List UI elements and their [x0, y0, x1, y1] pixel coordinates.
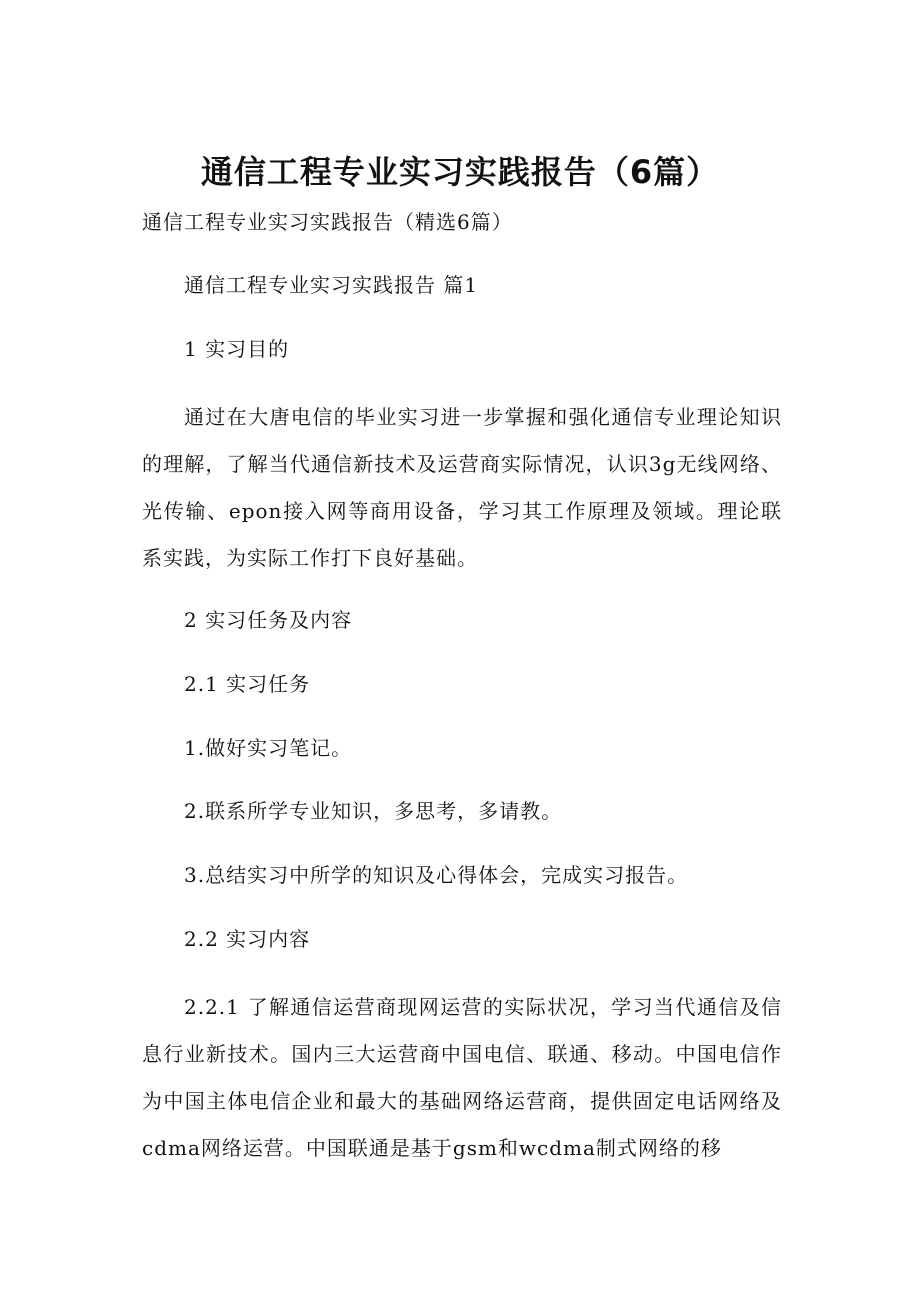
- heading-tasks: 2.1 实习任务: [184, 672, 311, 696]
- task-item-3: 3.总结实习中所学的知识及心得体会，完成实习报告。: [184, 863, 689, 887]
- heading-tasks-and-content: 2 实习任务及内容: [184, 608, 353, 632]
- task-item-1: 1.做好实习笔记。: [184, 736, 353, 760]
- heading-content: 2.2 实习内容: [184, 927, 311, 951]
- section-heading: 通信工程专业实习实践报告 篇1: [184, 273, 479, 297]
- task-item-2: 2.联系所学专业知识，多思考，多请教。: [184, 799, 563, 823]
- heading-purpose: 1 实习目的: [184, 337, 290, 361]
- paragraph-purpose: 通过在大唐电信的毕业实习进一步掌握和强化通信专业理论知识的理解，了解当代通信新技术及运营商实际情况，认识3g无线网络、光传输、epon接入网等商用设备，学习其工作原理及领域。理论联系实践，为实际工作打下良好基础。: [142, 405, 782, 570]
- document-title: 通信工程专业实习实践报告（6篇）: [200, 153, 720, 191]
- paragraph-content: 2.2.1 了解通信运营商现网运营的实际状况，学习当代通信及信息行业新技术。国内三大运营商中国电信、联通、移动。中国电信作为中国主体电信企业和最大的基础网络运营商，提供固定电话网络及cdma网络运营。中国联通是基于gsm和wcdma制式网络的移: [142, 995, 782, 1160]
- document-subtitle: 通信工程专业实习实践报告（精选6篇）: [142, 210, 513, 234]
